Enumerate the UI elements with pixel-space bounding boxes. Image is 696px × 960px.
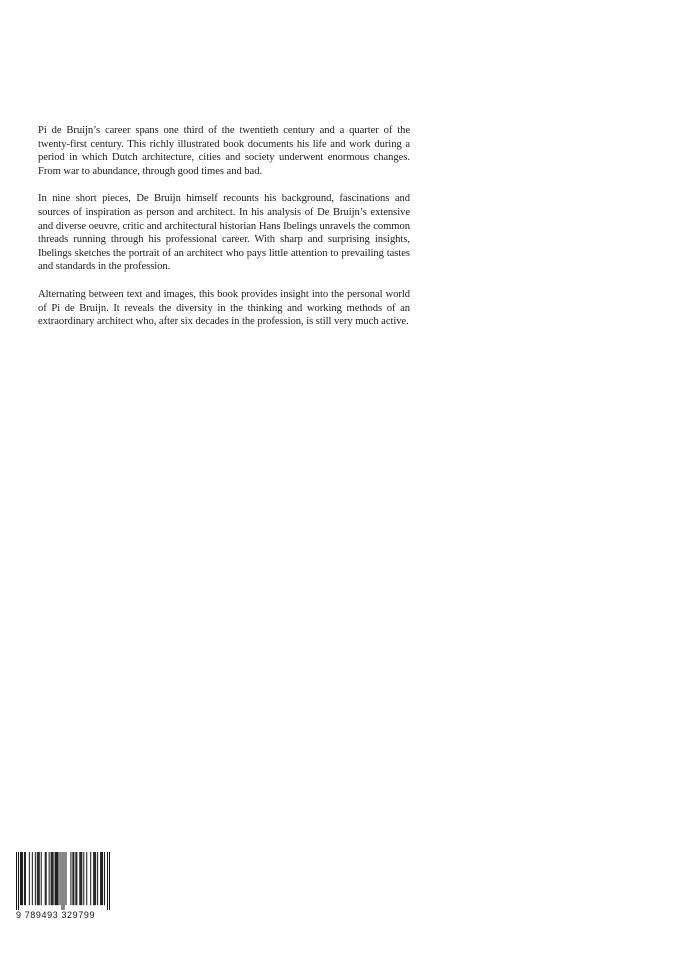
barcode-bar [83,852,84,905]
barcode-bar [41,852,42,905]
barcode-bar [38,852,39,905]
barcode-bar [46,852,47,905]
barcode-bar [52,852,53,905]
barcode-bar [20,852,21,905]
barcode-bars [16,852,110,910]
barcode-bar [18,852,19,910]
barcode-bar [86,852,87,905]
barcode-bar [29,852,30,905]
barcode-bar [22,852,23,905]
blurb-paragraph-2: In nine short pieces, De Bruijn himself recounts his background, fascinations and sources of inspiration as person and architect. In his analysis of De Bruijn’s extensive and diverse oeuvre, critic and architectural historian Hans Ibelings unravels the common threads running through his professional career. With sharp and surprising insights, Ibelings sketches the portrait of an architect who pays little attention to prevailing tastes and standards in the profession. [38,193,410,273]
barcode-bar [76,852,77,905]
barcode-bar [100,852,101,905]
barcode-bar [104,852,105,905]
barcode-bar [75,852,76,905]
barcode-bar [79,852,80,905]
barcode-bar [70,852,71,905]
barcode-bar [81,852,82,905]
barcode-bar [90,852,91,905]
blurb-text [38,124,410,343]
barcode-bar [93,852,94,905]
barcode-bar [56,852,57,905]
isbn-digits: 9 789493 329799 [16,910,96,920]
barcode-bar [72,852,73,905]
barcode-bar [101,852,102,905]
barcode-bar [49,852,50,905]
isbn-barcode [16,852,110,922]
barcode-bar [35,852,36,905]
barcode-bar [97,852,98,905]
barcode-bar [32,852,33,905]
barcode-bar [37,852,38,905]
barcode-bar [109,852,110,910]
blurb-paragraph-3: Alternating between text and images, this book provides insight into the personal world of Pi de Bruijn. It reveals the diversity in the thinking and working methods of an extraordinary architect who, after six decades in the profession, is still very much active. [38,288,410,328]
barcode-bar [58,852,59,905]
barcode-bar [63,852,64,910]
blurb-paragraph-1: Pi de Bruijn’s career spans one third of the twentieth century and a quarter of the twenty-first century. This richly illustrated book documents his life and work during a period in which Dutch architecture, cities and society underwent enormous changes. From war to abundance, through good times and bad. [38,125,410,177]
barcode-bar [107,852,108,910]
barcode-bar [102,852,103,905]
barcode-bar [62,852,63,910]
barcode-bar [16,852,17,910]
barcode-bar [45,852,46,905]
barcode-bar [21,852,22,905]
barcode-bar [25,852,26,905]
barcode-bar [53,852,54,905]
barcode-bar [73,852,74,905]
barcode-bar [55,852,56,905]
barcode-bar [60,852,61,905]
barcode-bar [95,852,96,905]
barcode-bar [39,852,40,905]
barcode-bar [94,852,95,905]
barcode-bar [57,852,58,905]
barcode-bar [51,852,52,905]
barcode-bar [24,852,25,905]
barcode-bar [80,852,81,905]
barcode-bar [65,852,66,905]
